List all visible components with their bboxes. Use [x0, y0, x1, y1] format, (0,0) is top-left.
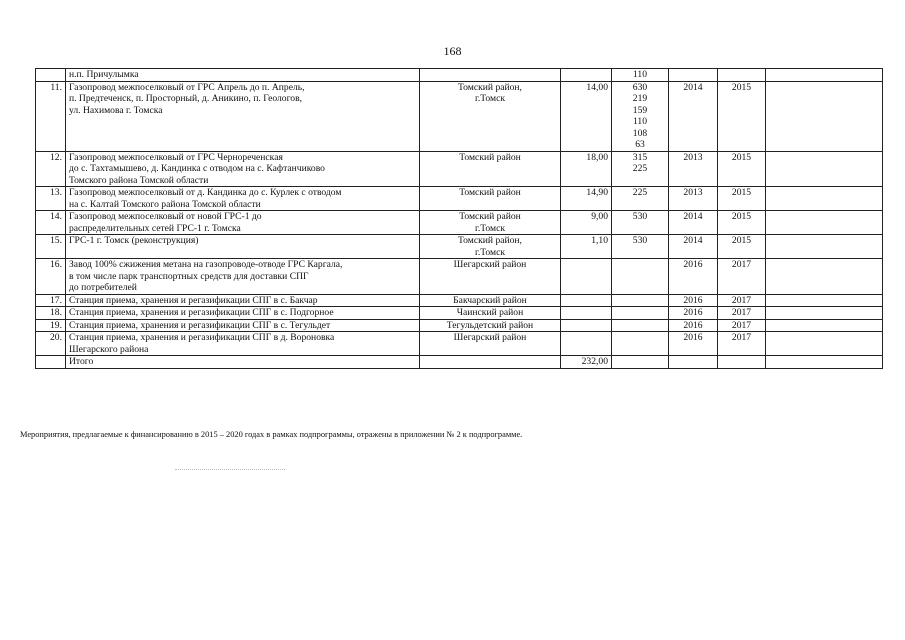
object-location-line: Томский район, [458, 81, 522, 93]
object-name [66, 319, 420, 332]
row-number [36, 319, 66, 332]
start-year [669, 294, 718, 307]
start-year-text: 2013 [683, 187, 703, 198]
row-number [36, 294, 66, 307]
pipeline-length [561, 332, 612, 356]
start-year [669, 151, 718, 187]
row-number [36, 211, 66, 235]
end-year [718, 211, 766, 235]
object-name-line: Газопровод межпоселковый от новой ГРС-1 до [69, 211, 262, 222]
pipe-diameters [612, 319, 669, 332]
row-number [36, 81, 66, 151]
pipeline-length [561, 81, 612, 151]
object-location-line: Чаинский район [456, 307, 524, 318]
pipe-diameter: 159 [632, 104, 648, 116]
notes-cell [766, 307, 883, 320]
row-number [36, 332, 66, 356]
table-body [36, 69, 883, 369]
start-year [669, 235, 718, 259]
pipe-diameters [612, 81, 669, 151]
object-name-line: Станция приема, хранения и регазификации СПГ в с. Бакчар [69, 294, 318, 306]
object-location [420, 307, 561, 320]
object-name-line: Станция приема, хранения и регазификации СПГ в с. Подгорное [69, 307, 334, 318]
object-name-line: в том числе парк транспортных средств для доставки СПГ [69, 270, 309, 282]
pipeline-length [561, 307, 612, 320]
start-year-text: 2014 [683, 235, 703, 246]
object-name [66, 332, 420, 356]
table-row [36, 259, 883, 295]
object-name-line: Станция приема, хранения и регазификации СПГ в д. Вороновка [69, 332, 335, 343]
object-name [66, 235, 420, 259]
object-name [66, 307, 420, 320]
pipe-diameter: 110 [632, 69, 648, 80]
pipeline-length [561, 259, 612, 295]
row-number-text: 18. [50, 307, 62, 318]
object-location-line: Тегульдетский район [446, 319, 534, 331]
pipe-diameter: 315 [632, 151, 648, 163]
start-year-text: 2013 [683, 151, 703, 163]
pipe-diameter: 530 [632, 235, 648, 246]
object-name-line: Газопровод межпоселковый от ГРС Чернореченская [69, 151, 283, 163]
end-year-text: 2015 [731, 151, 752, 163]
object-location-line: Шегарский район [453, 259, 527, 270]
object-name [66, 259, 420, 295]
end-year [718, 235, 766, 259]
start-year-text: 2014 [683, 81, 703, 93]
pipeline-length [561, 235, 612, 259]
total-start [669, 356, 718, 369]
pipeline-length-text: 9,00 [591, 211, 608, 222]
table-row [36, 235, 883, 259]
start-year-text: 2016 [683, 307, 703, 318]
pipe-diameters [612, 211, 669, 235]
object-location [420, 187, 561, 211]
notes-cell [766, 211, 883, 235]
notes-cell [766, 259, 883, 295]
total-number [36, 356, 66, 369]
pipe-diameter: 630 [632, 81, 648, 93]
row-number [36, 187, 66, 211]
row-number-text: 11. [50, 81, 62, 93]
object-location [420, 151, 561, 187]
object-name-line: ГРС-1 г. Томск (реконструкция) [69, 235, 199, 246]
row-number-text: 12. [50, 151, 62, 163]
end-year-text: 2015 [731, 81, 752, 93]
end-year [718, 319, 766, 332]
end-year [718, 259, 766, 295]
object-name-line: п. Предтеченск, п. Просторный, д. Аникино, п. Геологов, [69, 93, 303, 104]
object-location-line: Томский район [459, 187, 521, 198]
total-length [561, 356, 612, 369]
object-name [66, 211, 420, 235]
object-name-line: Томского района Томской области [69, 174, 209, 186]
table-row [36, 81, 883, 151]
pipe-diameters [612, 235, 669, 259]
table-row [36, 69, 883, 82]
row-number [36, 69, 66, 82]
total-length-text: 232,00 [581, 356, 608, 367]
end-year [718, 187, 766, 211]
notes-cell [766, 187, 883, 211]
pipeline-length-text: 18,00 [586, 151, 608, 163]
pipe-diameter: 530 [632, 211, 648, 222]
end-year-text: 2017 [731, 319, 752, 331]
start-year [669, 259, 718, 295]
object-location [420, 294, 561, 307]
gas-projects-table [35, 68, 883, 369]
row-number-text: 17. [50, 294, 62, 306]
pipe-diameters [612, 332, 669, 356]
table-row [36, 187, 883, 211]
notes-cell [766, 319, 883, 332]
object-location-line: Шегарский район [453, 332, 527, 343]
object-location-line: Томский район [459, 151, 521, 163]
object-name [66, 187, 420, 211]
object-location-line: Томский район [459, 211, 521, 222]
end-year [718, 332, 766, 356]
object-name [66, 81, 420, 151]
end-year [718, 294, 766, 307]
pipe-diameters [612, 187, 669, 211]
start-year-text: 2016 [683, 294, 703, 306]
pipeline-length-text: 14,00 [586, 81, 608, 93]
object-location-line: Бакчарский район [453, 294, 527, 306]
start-year [669, 319, 718, 332]
object-name-line: н.п. Причулымка [69, 69, 139, 80]
notes-cell [766, 332, 883, 356]
row-number-text: 20. [50, 332, 62, 343]
object-name-line: до потребителей [69, 282, 137, 293]
object-name-line: ул. Нахимова г. Томска [69, 104, 163, 116]
pipe-diameter: 219 [632, 93, 648, 104]
start-year [669, 307, 718, 320]
object-name [66, 69, 420, 82]
object-location [420, 211, 561, 235]
total-row [36, 356, 883, 369]
end-year [718, 151, 766, 187]
notes-cell [766, 69, 883, 82]
object-name-line: Шегарского района [69, 343, 149, 355]
end-year-text: 2017 [731, 294, 752, 306]
pipeline-length-text: 14,90 [586, 187, 608, 198]
table-row [36, 211, 883, 235]
row-number-text: 14. [50, 211, 62, 222]
pipe-diameter: 225 [632, 187, 648, 198]
table-row [36, 332, 883, 356]
total-label [66, 356, 420, 369]
row-number-text: 13. [50, 187, 62, 198]
pipe-diameters [612, 151, 669, 187]
row-number-text: 16. [50, 259, 62, 270]
end-year-text: 2017 [731, 332, 752, 343]
total-location [420, 356, 561, 369]
object-name [66, 151, 420, 187]
start-year-text: 2016 [683, 319, 703, 331]
end-year-text: 2015 [731, 187, 752, 198]
pipeline-length [561, 187, 612, 211]
table-row [36, 307, 883, 320]
pipeline-length [561, 211, 612, 235]
end-year-text: 2017 [731, 259, 752, 270]
pipeline-length [561, 319, 612, 332]
notes-cell [766, 81, 883, 151]
pipe-diameters [612, 259, 669, 295]
notes-cell [766, 294, 883, 307]
pipeline-length [561, 69, 612, 82]
total-notes [766, 356, 883, 369]
total-end [718, 356, 766, 369]
object-name [66, 294, 420, 307]
pipe-diameter: 63 [635, 139, 645, 150]
start-year [669, 81, 718, 151]
pipe-diameter: 225 [632, 163, 648, 174]
end-year [718, 81, 766, 151]
object-location-line: г.Томск [475, 246, 505, 258]
pipe-diameters [612, 69, 669, 82]
pipeline-length [561, 151, 612, 187]
pipe-diameters [612, 307, 669, 320]
object-name-line: до с. Тахтамышево, д. Кандинка с отводом на с. Кафтанчиково [69, 163, 325, 174]
start-year-text: 2016 [683, 332, 703, 343]
object-name-line: на с. Калтай Томского района Томской области [69, 198, 261, 210]
notes-cell [766, 151, 883, 187]
start-year [669, 211, 718, 235]
end-year [718, 69, 766, 82]
object-location [420, 235, 561, 259]
start-year-text: 2016 [683, 259, 703, 270]
notes-cell [766, 235, 883, 259]
total-label-text: Итого [69, 356, 94, 367]
pipeline-length [561, 294, 612, 307]
object-name-line: Газопровод межпоселковый от ГРС Апрель до п. Апрель, [69, 81, 305, 93]
end-year-text: 2015 [731, 235, 752, 246]
row-number [36, 259, 66, 295]
object-location-line: Томский район, [458, 235, 522, 246]
end-year-text: 2017 [731, 307, 752, 318]
start-year [669, 332, 718, 356]
footnote: Мероприятия, предлагаемые к финансированию в 2015 – 2020 годах в рамках подпрограммы, отражены в приложении № 2 к подпрограмме. [20, 430, 523, 439]
object-location [420, 81, 561, 151]
row-number [36, 235, 66, 259]
table-row [36, 319, 883, 332]
table-row [36, 294, 883, 307]
object-name-line: Станция приема, хранения и регазификации СПГ в с. Тегульдет [69, 319, 331, 331]
object-location-line: г.Томск [475, 222, 505, 234]
start-year [669, 69, 718, 82]
object-name-line: распределительных сетей ГРС-1 г. Томска [69, 222, 241, 234]
pipe-diameter: 108 [632, 127, 648, 139]
pipe-diameters [612, 294, 669, 307]
end-year-text: 2015 [731, 211, 752, 222]
object-location-line: г.Томск [475, 93, 505, 104]
total-diameters [612, 356, 669, 369]
object-name-line: Газопровод межпоселковый от д. Кандинка до с. Курлек с отводом [69, 187, 342, 198]
object-location [420, 319, 561, 332]
object-location [420, 332, 561, 356]
table-row [36, 151, 883, 187]
start-year [669, 187, 718, 211]
object-location [420, 259, 561, 295]
object-name-line: Завод 100% сжижения метана на газопроводе-отводе ГРС Каргала, [69, 259, 343, 270]
start-year-text: 2014 [683, 211, 703, 222]
row-number-text: 15. [50, 235, 62, 246]
row-number-text: 19. [50, 319, 62, 331]
end-year [718, 307, 766, 320]
pipeline-length-text: 1,10 [591, 235, 608, 246]
row-number [36, 307, 66, 320]
object-location [420, 69, 561, 82]
row-number [36, 151, 66, 187]
faint-divider [175, 469, 285, 470]
page-number: 168 [443, 44, 462, 58]
pipe-diameter: 110 [632, 116, 648, 127]
